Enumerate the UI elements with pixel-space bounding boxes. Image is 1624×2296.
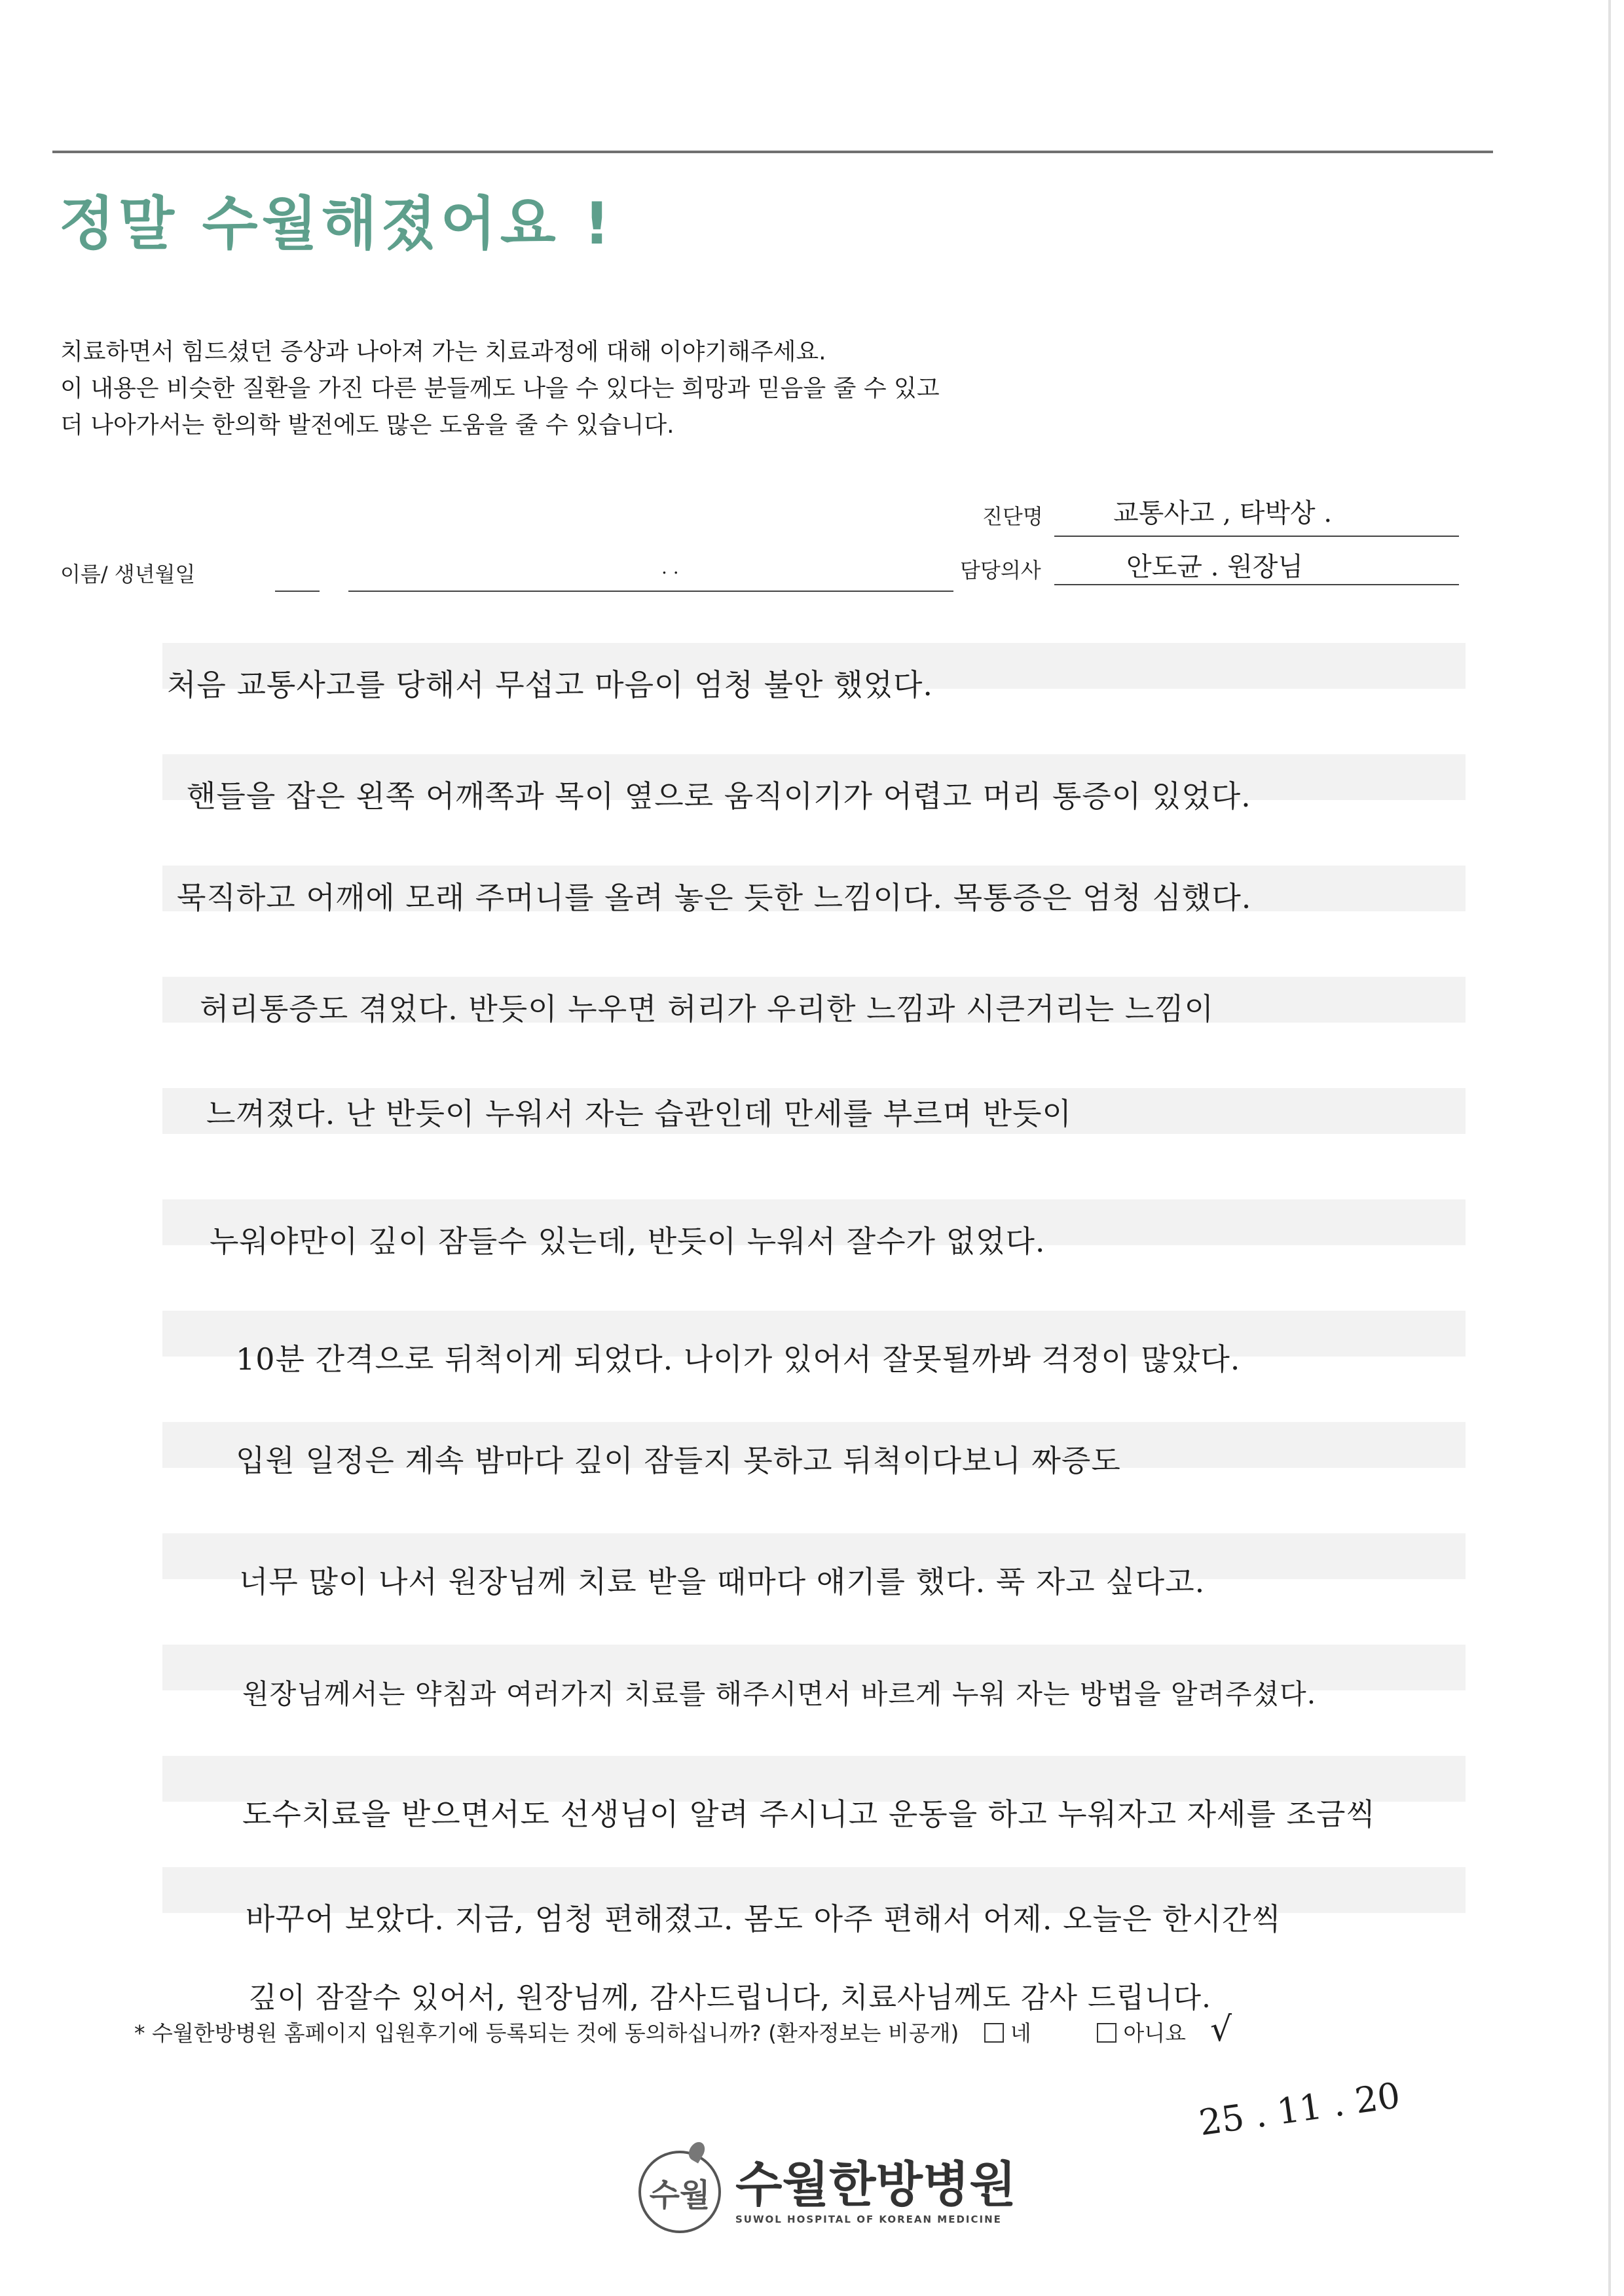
checkmark-icon: √ xyxy=(1210,2010,1232,2049)
doctor-label: 담당의사 xyxy=(960,558,1041,583)
logo-text xyxy=(735,2159,1016,2225)
testimonial-line: 입원 일정은 계속 밤마다 깊이 잠들지 못하고 뒤척이다보니 짜증도 xyxy=(236,1443,1121,1478)
scan-edge xyxy=(1608,0,1611,2296)
consent-yes-checkbox[interactable] xyxy=(984,2023,1004,2043)
intro-line: 이 내용은 비슷한 질환을 가진 다른 분들께도 나을 수 있다는 희망과 믿음을 줄 수 있고 xyxy=(60,375,940,402)
hospital-logo xyxy=(638,2151,1016,2233)
testimonial-line: 허리통증도 겪었다. 반듯이 누우면 허리가 우리한 느낌과 시큰거리는 느낌이 xyxy=(200,991,1215,1027)
page-title: 정말 수월해졌어요 ! xyxy=(59,190,614,257)
testimonial-line: 원장님께서는 약침과 여러가지 치료를 해주시면서 바르게 누워 자는 방법을 알려주셨다. xyxy=(242,1678,1317,1710)
name-birthdate-value[interactable]: . . xyxy=(661,556,679,578)
testimonial-line: 처음 교통사고를 당해서 무섭고 마음이 엄청 불안 했었다. xyxy=(167,667,934,702)
hospital-subtitle: SUWOL HOSPITAL OF KOREAN MEDICINE xyxy=(735,2214,1002,2225)
intro-text xyxy=(60,334,940,444)
name-birthdate-label: 이름/ 생년월일 xyxy=(60,562,196,587)
consent-yes-option[interactable] xyxy=(984,2020,1038,2046)
consent-no-option[interactable] xyxy=(1097,2020,1186,2046)
birthdate-underline xyxy=(348,591,953,592)
diagnosis-value[interactable]: 교통사고 , 타박상 . xyxy=(1113,498,1333,528)
testimonial-line: 바꾸어 보았다. 지금, 엄청 편해졌고. 몸도 아주 편해서 어제. 오늘은 한시간씩 xyxy=(246,1901,1282,1937)
consent-no-label: 아니요 xyxy=(1123,2020,1186,2046)
consent-row xyxy=(134,2016,1186,2047)
doctor-underline xyxy=(1054,584,1459,585)
testimonial-line: 느껴졌다. 난 반듯이 누워서 자는 습관인데 만세를 부르며 반듯이 xyxy=(206,1096,1072,1131)
doctor-value[interactable]: 안도균 . 원장님 xyxy=(1126,552,1303,582)
testimonial-line: 누워야만이 깊이 잠들수 있는데, 반듯이 누워서 잘수가 없었다. xyxy=(210,1224,1046,1259)
date-written: 25 . 11 . 20 xyxy=(1196,2074,1403,2144)
name-underline xyxy=(275,591,320,592)
testimonial-line: 묵직하고 어깨에 모래 주머니를 올려 놓은 듯한 느낌이다. 목통증은 엄청 심했다. xyxy=(177,880,1252,915)
testimonial-line: 깊이 잠잘수 있어서, 원장님께, 감사드립니다, 치료사님께도 감사 드립니다. xyxy=(249,1981,1211,2014)
intro-line: 치료하면서 힘드셨던 증상과 나아져 가는 치료과정에 대해 이야기해주세요. xyxy=(60,338,826,365)
testimonial-line: 10분 간격으로 뒤척이게 되었다. 나이가 있어서 잘못될까봐 걱정이 많았다. xyxy=(236,1341,1241,1377)
consent-yes-label: 네 xyxy=(1010,2020,1031,2046)
logo-mark-text: 수월 xyxy=(649,2176,710,2214)
diagnosis-label: 진단명 xyxy=(982,504,1043,529)
intro-line: 더 나아가서는 한의학 발전에도 많은 도움을 줄 수 있습니다. xyxy=(60,412,674,439)
logo-emblem-icon xyxy=(638,2151,721,2233)
consent-no-checkbox[interactable] xyxy=(1097,2023,1116,2043)
leaf-icon xyxy=(686,2140,708,2164)
testimonial-line: 핸들을 잡은 왼쪽 어깨쪽과 목이 옆으로 움직이기가 어렵고 머리 통증이 있었다. xyxy=(187,778,1251,814)
header-divider xyxy=(52,151,1493,153)
testimonial-line: 도수치료을 받으면서도 선생님이 알려 주시니고 운동을 하고 누워자고 자세를 조금씩 xyxy=(242,1796,1376,1832)
hospital-name: 수월한방병원 xyxy=(735,2157,1016,2213)
testimonial-line: 너무 많이 나서 원장님께 치료 받을 때마다 얘기를 했다. 푹 자고 싶다고. xyxy=(239,1564,1206,1599)
diagnosis-underline xyxy=(1054,536,1459,537)
consent-question: * 수월한방병원 홈페이지 입원후기에 등록되는 것에 동의하십니까? (환자정보는 비공개) xyxy=(134,2020,959,2046)
